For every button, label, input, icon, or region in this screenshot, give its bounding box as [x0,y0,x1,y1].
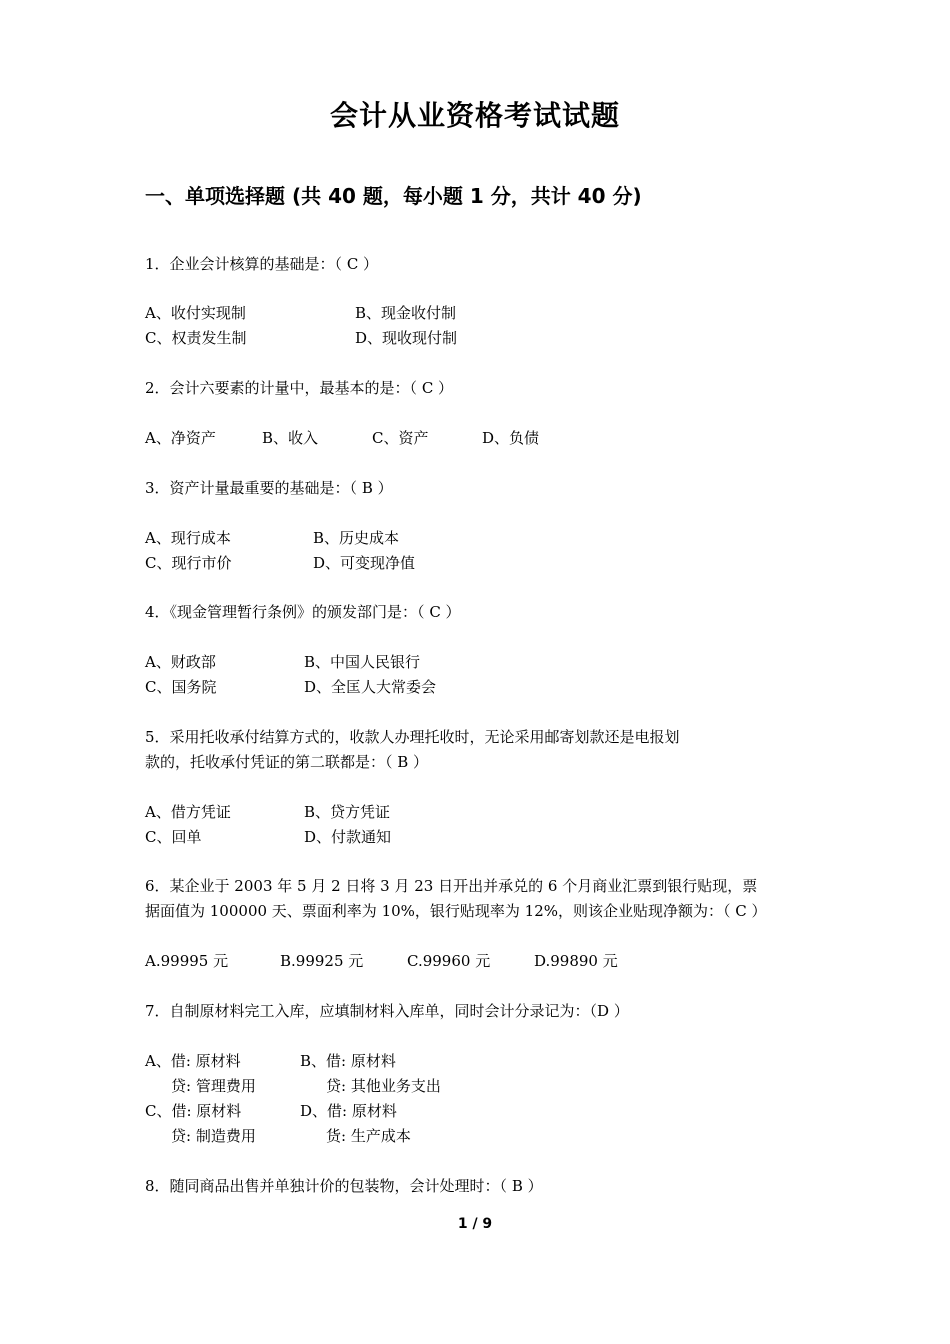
option-a-credit: 贷: 管理费用 [171,1077,256,1095]
question-3-stem: 3．资产计量最重要的基础是：（ B ） [145,479,393,497]
question-4-stem: 4．《现金管理暂行条例》的颁发部门是：（ C ） [145,603,461,621]
option-d: D、可变现净值 [313,554,416,572]
option-b-debit: B、借: 原材料 [300,1052,396,1070]
option-b: B、历史成本 [313,529,400,547]
question-7-stem: 7．自制原材料完工入库，应填制材料入库单，同时会计分录记为：（D ） [145,1002,629,1020]
option-d: D.99890 元 [534,952,618,970]
option-a: A、净资产 [145,429,216,447]
option-c-debit: C、借: 原材料 [145,1102,242,1120]
option-d-debit: D、借: 原材料 [300,1102,397,1120]
option-d: D、付款通知 [304,828,392,846]
option-b: B、收入 [262,429,319,447]
option-c-credit: 贷: 制造费用 [171,1127,256,1145]
option-b: B.99925 元 [280,952,364,970]
page-number: 1 / 9 [457,1216,493,1232]
question-2-stem: 2．会计六要素的计量中，最基本的是：（ C ） [145,379,454,397]
option-c: C、现行市价 [145,554,232,572]
option-b: B、现金收付制 [355,304,457,322]
option-c: C、权责发生制 [145,329,247,347]
question-5-stem-cont: 款的，托收承付凭证的第二联都是：（ B ） [145,753,429,771]
option-b: B、贷方凭证 [304,803,391,821]
option-d: D、负债 [482,429,540,447]
question-6-stem: 6．某企业于 2003 年 5 月 2 日将 3 月 23 日开出并承兑的 6 个月商业汇票到银行贴现，票 [145,877,758,895]
option-a: A、现行成本 [145,529,231,547]
option-a: A、借方凭证 [145,803,231,821]
option-a: A、财政部 [145,653,216,671]
option-b-credit: 贷: 其他业务支出 [326,1077,441,1095]
option-c: C、资产 [372,429,429,447]
option-d-credit: 货: 生产成本 [326,1127,411,1145]
option-d: D、全匡人大常委会 [304,678,437,696]
option-c: C.99960 元 [407,952,491,970]
option-d: D、现收现付制 [355,329,458,347]
option-c: C、回单 [145,828,202,846]
section-heading: 一、单项选择题 (共 40 题，每小题 1 分，共计 40 分) [145,184,642,208]
option-c: C、国务院 [145,678,217,696]
question-1-stem: 1．企业会计核算的基础是：（ C ） [145,255,379,273]
document-title: 会计从业资格考试试题 [329,99,620,132]
question-8-stem: 8．随同商品出售并单独计价的包装物，会计处理时：（ B ） [145,1177,543,1195]
option-a: A.99995 元 [145,952,229,970]
question-6-stem-cont: 据面值为 100000 天、票面利率为 10%，银行贴现率为 12%，则该企业贴现净额为：（ C ） [145,902,767,920]
option-b: B、中国人民银行 [304,653,421,671]
option-a: A、收付实现制 [145,304,246,322]
option-a-debit: A、借: 原材料 [145,1052,241,1070]
question-5-stem: 5．采用托收承付结算方式的，收款人办理托收时，无论采用邮寄划款还是电报划 [145,728,680,746]
